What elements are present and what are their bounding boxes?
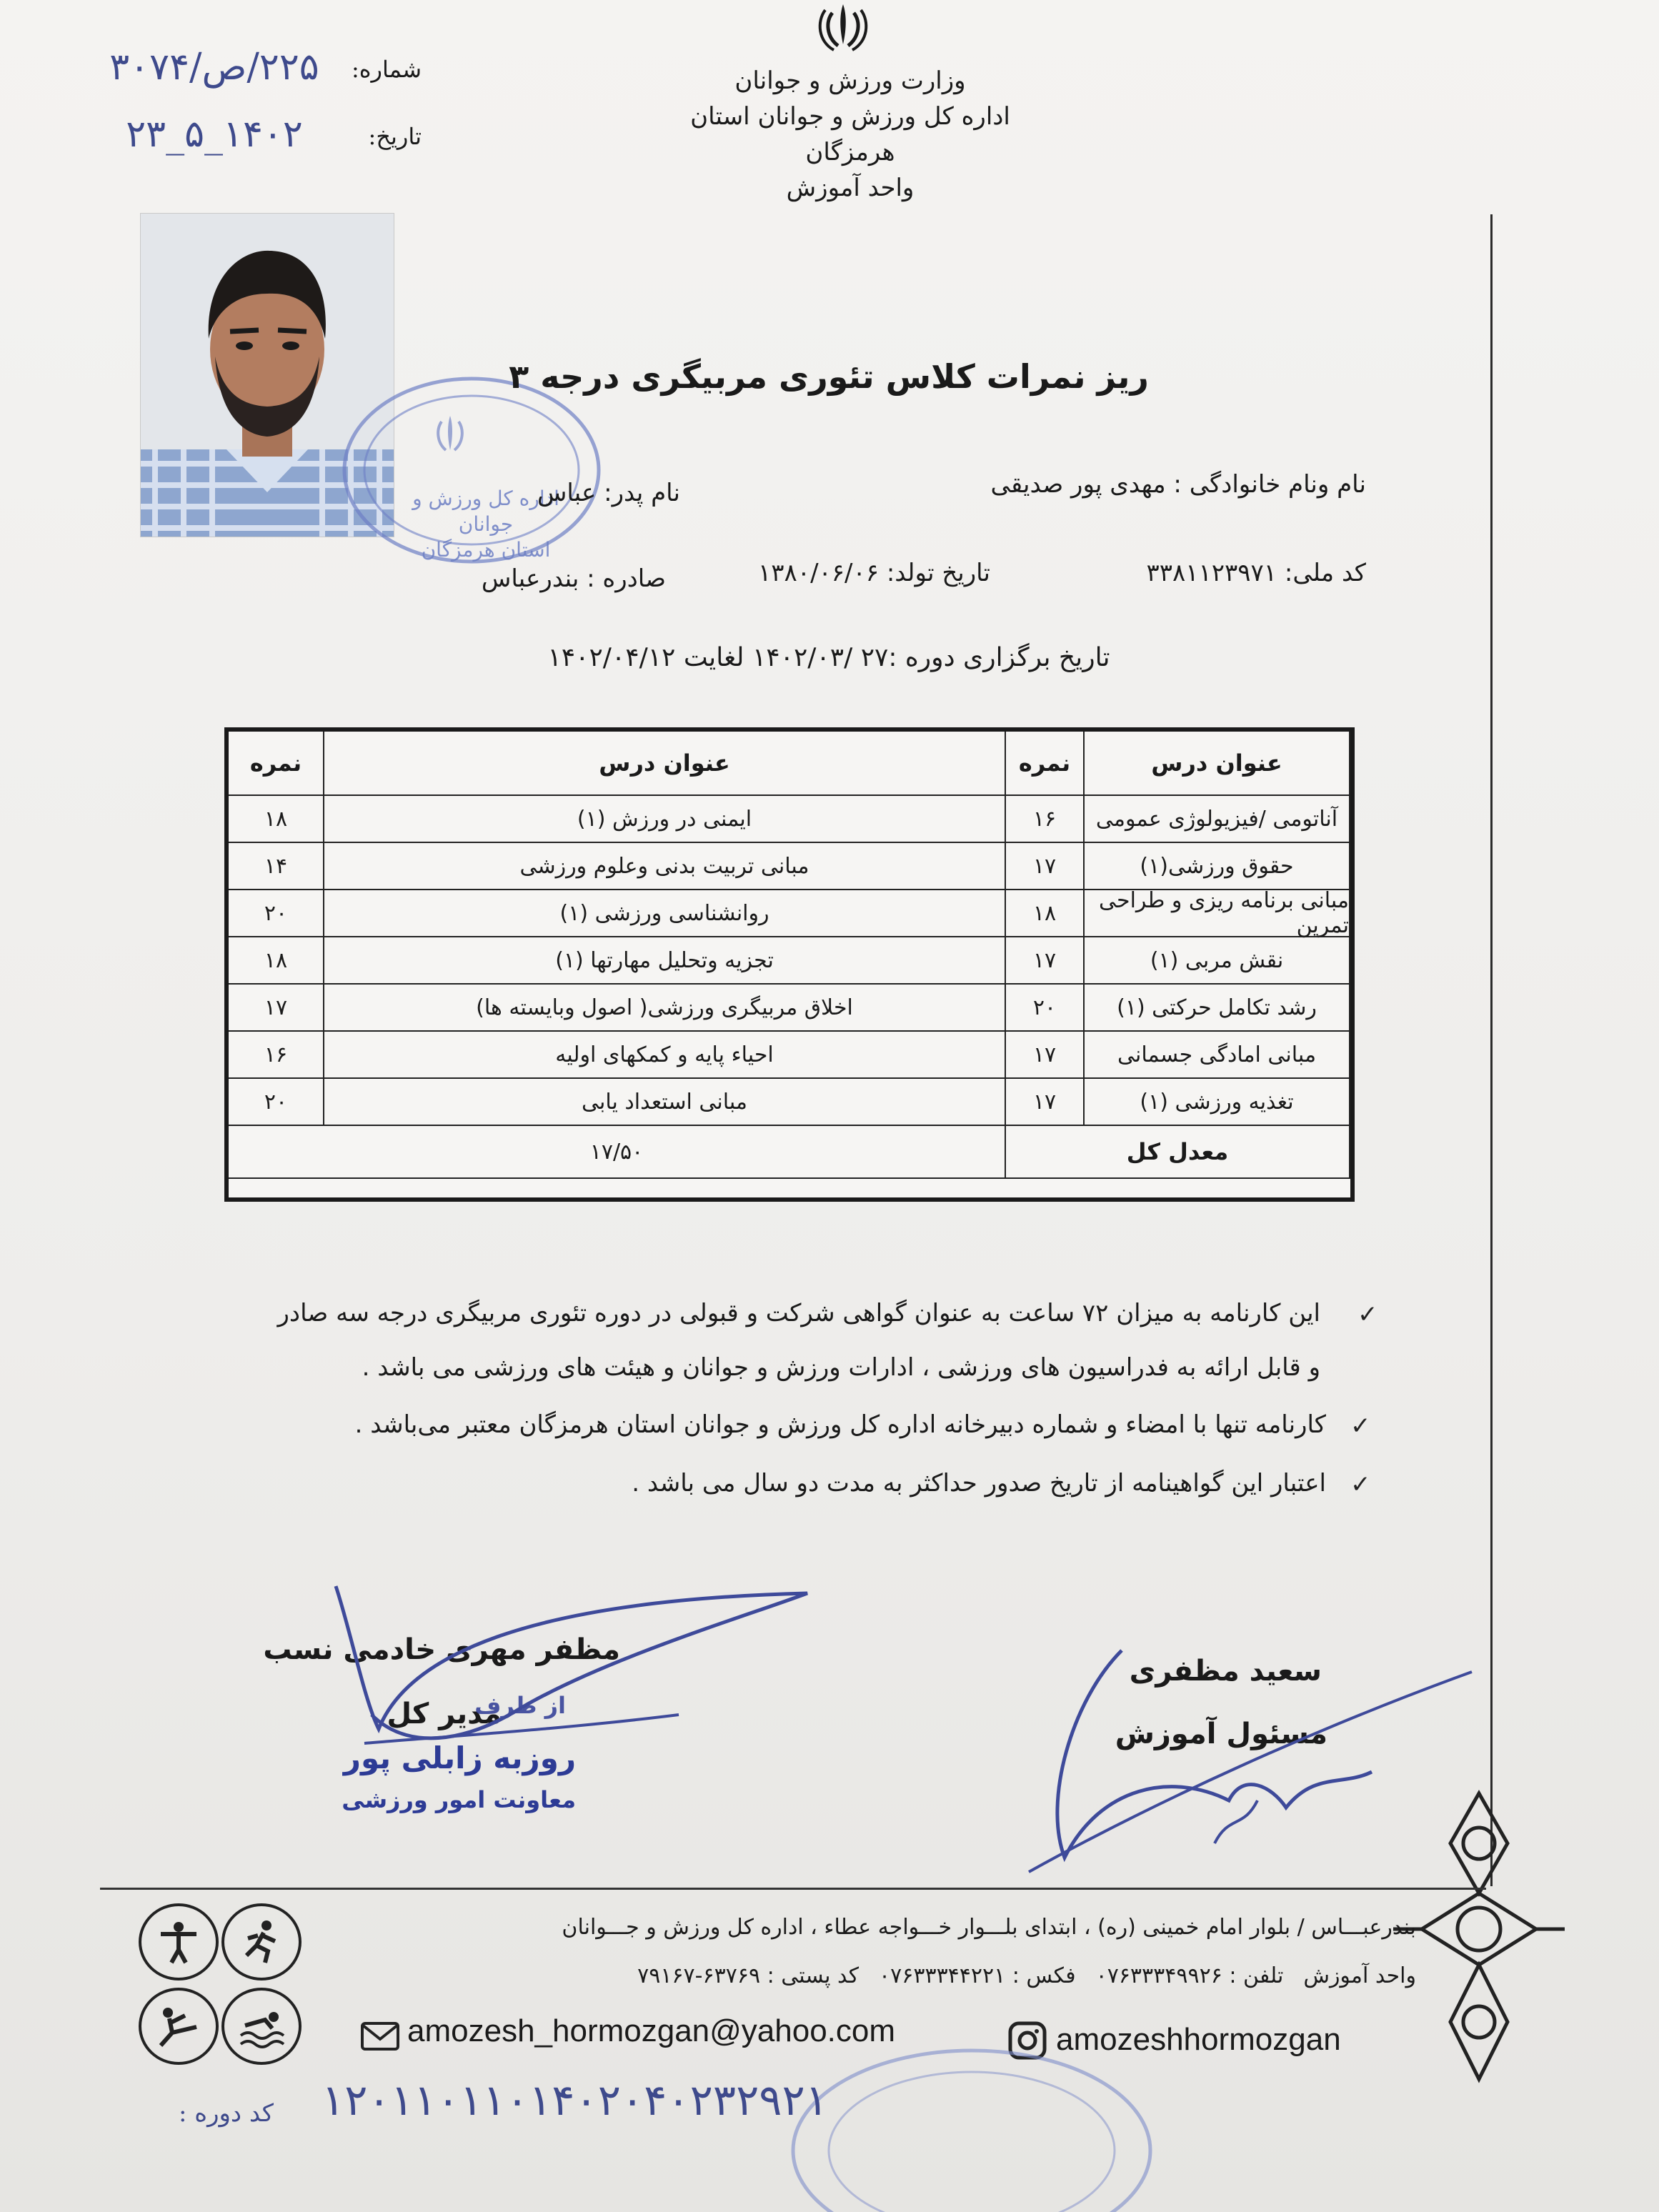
note-3: اعتبار این گواهینامه از تاریخ صدور حداکثر به مدت دو سال می باشد . — [632, 1469, 1326, 1498]
header-grade-right: نمره — [1006, 732, 1085, 796]
header-course-right: عنوان درس — [1085, 732, 1350, 796]
check-icon: ✓ — [1357, 1300, 1378, 1329]
education-officer-name: سعید مظفری — [1129, 1655, 1322, 1688]
check-icon: ✓ — [1350, 1470, 1371, 1499]
director-title: مدیر کل — [387, 1698, 502, 1730]
grade-row-grade: ۱۷ — [1006, 937, 1085, 985]
note-1-line-2: و قابل ارائه به فدراسیون های ورزشی ، ادارات ورزش و جوانان و هیئت های ورزشی می باشد . — [362, 1353, 1320, 1382]
deputy-name-stamp: روزبه زابلی پور — [343, 1740, 576, 1775]
course-code-handwritten: ۱۲۰۱۱۰۱۱۰۱۴۰۲۰۴۰۲۳۲۹۲۱ — [322, 2076, 828, 2126]
ref-date-label: تاریخ: — [368, 123, 422, 150]
org-line-office: اداره کل ورزش و جوانان استان هرمزگان — [690, 102, 1010, 166]
org-line-ministry: وزارت ورزش و جوانان — [734, 66, 966, 95]
grade-row-course: نقش مربی (۱) — [1085, 937, 1350, 985]
deputy-title-stamp: معاونت امور ورزشی — [342, 1786, 576, 1813]
organization-header — [657, 63, 1043, 206]
grade-row-course: مبانی برنامه ریزی و طراحی تمرین — [1085, 890, 1350, 937]
director-name: مظفر مهری خادمی نسب — [263, 1633, 620, 1666]
swimming-icon — [221, 1988, 302, 2065]
grade-row-grade: ۱۶ — [1006, 796, 1085, 843]
weightlifting-icon — [139, 1903, 219, 1981]
course-code-label: کد دوره : — [179, 2099, 274, 2128]
footer-divider — [100, 1888, 1486, 1890]
issued-place-field: صادره : بندرعباس — [481, 564, 666, 593]
contact-postal: کد پستی : ۶۳۷۶۹-۷۹۱۶۷ — [637, 1963, 859, 1988]
grade-row-grade: ۱۴ — [229, 843, 324, 890]
fullname-field: نام ونام خانوادگی : مهدی پور صدیقی — [990, 470, 1366, 499]
course-period: تاریخ برگزاری دوره :۲۷ /۱۴۰۲/۰۳ لغایت ۱۴۰۲/۰۴/۱۲ — [547, 643, 1110, 672]
grade-row-course: اخلاق مربیگری ورزشی( اصول وبایسته ها) — [324, 985, 1006, 1032]
footer-contact-row — [637, 1963, 1416, 1988]
grade-row-grade: ۲۰ — [229, 1079, 324, 1126]
father-name-field: نام پدر: عباس — [537, 479, 680, 507]
header-course-left: عنوان درس — [324, 732, 1006, 796]
stamp-line-2: استان هرمزگان — [421, 538, 551, 562]
grade-row-course: مبانی استعداد یابی — [324, 1079, 1006, 1126]
footer-email: amozesh_hormozgan@yahoo.com — [407, 2013, 896, 2048]
email-icon — [360, 2019, 400, 2053]
grade-row-course: آناتومی /فیزیولوژی عمومی — [1085, 796, 1350, 843]
education-officer-title: مسئول آموزش — [1115, 1718, 1327, 1750]
document-title: ریز نمرات کلاس تئوری مربیگری درجه ۳ — [509, 357, 1149, 396]
national-id-field: کد ملی: ۳۳۸۱۱۲۳۹۷۱ — [1146, 559, 1366, 587]
grade-row-course: احیاء پایه و کمکهای اولیه — [324, 1032, 1006, 1079]
iran-emblem-icon — [811, 0, 875, 57]
ornament-icon — [1386, 1786, 1572, 2093]
grade-row-grade: ۱۷ — [229, 985, 324, 1032]
grade-row-course: رشد تکامل حرکتی (۱) — [1085, 985, 1350, 1032]
org-line-unit: واحد آموزش — [786, 174, 915, 202]
grade-row-course: روانشناسی ورزشی (۱) — [324, 890, 1006, 937]
contact-phone: تلفن : ۰۷۶۳۳۳۴۹۹۲۶ — [1095, 1963, 1284, 1988]
grade-row-course: مبانی امادگی جسمانی — [1085, 1032, 1350, 1079]
contact-fax: فکس : ۰۷۶۳۳۳۴۴۲۲۱ — [879, 1963, 1076, 1988]
note-1-line-1: این کارنامه به میزان ۷۲ ساعت به عنوان گواهی شرکت و قبولی در دوره تئوری مربیگری درجه سه صادر — [277, 1299, 1320, 1327]
grade-row-course: حقوق ورزشی(۱) — [1085, 843, 1350, 890]
grade-row-course: تغذیه ورزشی (۱) — [1085, 1079, 1350, 1126]
grade-row-grade: ۱۷ — [1006, 1079, 1085, 1126]
header-grade-left: نمره — [229, 732, 324, 796]
total-value: ۱۷/۵۰ — [229, 1126, 1006, 1179]
total-label: معدل کل — [1006, 1126, 1350, 1179]
grade-row-grade: ۱۸ — [1006, 890, 1085, 937]
contact-unit: واحد آموزش — [1303, 1963, 1416, 1988]
footer-address: بندرعبـــاس / بلوار امام خمینی (ره) ، ابتدای بلـــوار خـــواجه عطاء ، اداره کل ورزش و جـــوانان — [562, 1915, 1416, 1940]
grade-row-course: تجزیه وتحلیل مهارتها (۱) — [324, 937, 1006, 985]
ref-number-handwritten: ۲۲۵/ص/۳۰۷۴ — [109, 46, 319, 89]
grade-row-course: مبانی تربیت بدنی وعلوم ورزشی — [324, 843, 1006, 890]
check-icon: ✓ — [1350, 1412, 1371, 1440]
director-signature — [307, 1572, 850, 1872]
grade-row-grade: ۱۸ — [229, 937, 324, 985]
grade-row-grade: ۱۶ — [229, 1032, 324, 1079]
martial-arts-icon — [139, 1988, 219, 2065]
birth-date-field: تاریخ تولد: ۱۳۸۰/۰۶/۰۶ — [758, 559, 990, 587]
grade-row-grade: ۲۰ — [1006, 985, 1085, 1032]
grade-row-grade: ۲۰ — [229, 890, 324, 937]
grade-row-course: ایمنی در ورزش (۱) — [324, 796, 1006, 843]
grade-row-grade: ۱۷ — [1006, 1032, 1085, 1079]
grades-table — [224, 727, 1355, 1202]
ref-date-handwritten: ۱۴۰۲_۵_۲۳ — [126, 113, 303, 156]
grade-row-grade: ۱۷ — [1006, 843, 1085, 890]
bottom-stamp — [786, 2043, 1157, 2212]
ref-number-label: شماره: — [351, 56, 422, 83]
note-2: کارنامه تنها با امضاء و شماره دبیرخانه اداره کل ورزش و جوانان استان هرمزگان معتبر می‌باشد . — [354, 1410, 1326, 1439]
stamp-line-1: اداره کل ورزش و جوانان — [412, 487, 559, 536]
running-icon — [221, 1903, 302, 1981]
grade-row-grade: ۱۸ — [229, 796, 324, 843]
footer-instagram: amozeshhormozgan — [1056, 2022, 1341, 2057]
director-stamp-from: از طرف — [474, 1692, 566, 1719]
